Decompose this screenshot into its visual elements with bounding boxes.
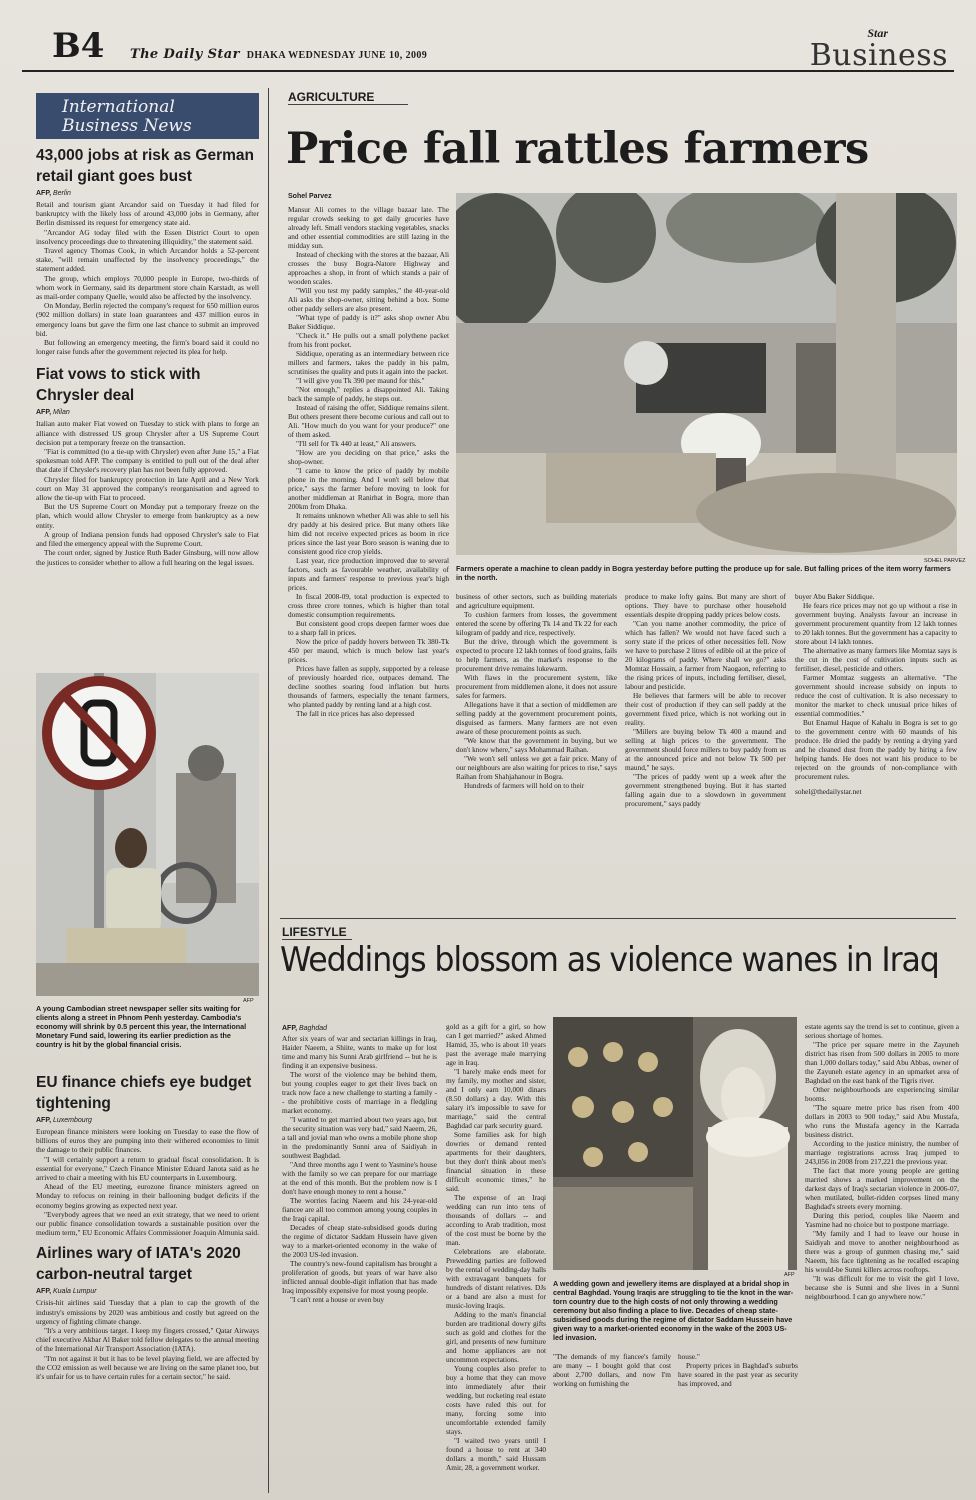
paragraph: "I came to know the price of paddy by mobile phone in the morning. And I won't sell below that price," says the farmer before moving to look for another middleman at Ranirhat in Bogra, more than 200km from Dhaka.: [288, 466, 449, 511]
paragraph: Some families ask for high dowries or demand rented apartments for their daughters, but they don't think about men's financial situation in these difficult economic times," he said.: [446, 1130, 546, 1193]
agency: AFP,: [36, 409, 52, 417]
column-text: [456, 592, 617, 790]
agency: AFP,: [36, 190, 52, 197]
byline: [36, 409, 259, 416]
section-name: Business: [809, 38, 948, 73]
paragraph: "I will certainly support a return to gradual fiscal consolidation. It is essential for everyone," Czech Finance Minister Eduard Janota said as he arrived to chair a meeting with his EU counterparts in Luxembourg.: [36, 1154, 259, 1183]
paragraph: With flaws in the procurement system, like procurement from middlemen alone, it does not assure sales for farmers.: [456, 673, 617, 700]
paragraph: "I wanted to get married about two years ago, but the security situation was very bad," said Naeem, 26, a tall and jovial man who owns a mobile phone shop in the predominantly Sunni area of Saidiyah in southwest Baghdad.: [282, 1115, 437, 1160]
paragraph: Siddique, operating as an intermediary between rice millers and farmers, takes the paddy in his palm, scrutinises the quality and puts it again into the packet.: [288, 349, 449, 376]
paragraph: In fiscal 2008-09, total production is expected to cross three crore tonnes, which is higher than total domestic consumption requirements.: [288, 592, 449, 619]
section-logo: [810, 28, 948, 73]
paragraph: The country's new-found capitalism has brought a proliferation of goods, but years of war have also inflicted annual double-digit inflation that has made Iraq impossibly expensive for most young people.: [282, 1259, 437, 1295]
paragraph: A group of Indiana pension funds had opposed Chrysler's sale to Fiat and filed the emergency appeal with the Supreme Court.: [36, 529, 259, 549]
column-rule-left: [268, 88, 269, 1493]
photo-illustration: [553, 1017, 797, 1270]
paragraph: business of other sectors, such as building materials and agriculture equipment.: [456, 592, 617, 610]
paragraph: "And three months ago I went to Yasmine's house with the family so we can prepare for our marriage at the end of this month. But the problem now is I don't have enough money to rent a house.": [282, 1160, 437, 1196]
paragraph: It remains unknown whether Ali was able to sell his dry paddy at his desired price. But many others like him did not receive expected prices as boom in rice prices since the last year Boro season is waning due to consistent good rice crop yields.: [288, 511, 449, 556]
paragraph: "Not enough," replies a disappointed Ali. Taking back the sample of paddy, he steps out.: [288, 385, 449, 403]
paragraph: Allegations have it that a section of middlemen are selling paddy at the government procurement points, disguised as farmers. Many farmers are not even aware of these procurement points as such.: [456, 700, 617, 736]
photo-caption: A young Cambodian street newspaper seller sits waiting for clients along a street in Phnom Penh yesterday. Cambodia's economy will shrink by 0.5 percent this year, the International Monetary Fund said, lowering its earlier prediction as the country is hit by the global financial crisis.: [36, 1004, 247, 1049]
paragraph: He fears rice prices may not go up without a rise in government buying. Analysts favour an increase in government procurement quantity from 12 lakh tonnes to 20 lakh tonnes. But the government has a capacity to store about 14 lakh tonnes.: [795, 601, 957, 646]
story-body: [36, 200, 259, 356]
lifestyle-photo-credit: AFP: [784, 1272, 795, 1278]
life-column-1: [282, 1034, 437, 1304]
paragraph: "The demands of my fiancee's family are many -- I bought gold that cost about 2,700 dollars, and now I'm working on furnishing the: [553, 1352, 671, 1388]
paragraph: The expense of an Iraqi wedding can run into tens of thousands of dollars -- and according to Arab tradition, most of the cost must be borne by the man.: [446, 1193, 546, 1247]
paragraph: Last year, rice production improved due to several factors, such as favourable weather, availability of inputs and farmers' response to previous year's high prices.: [288, 556, 449, 592]
column-text: [678, 1352, 798, 1388]
paragraph: The court order, signed by Justice Ruth Bader Ginsburg, will now allow the justices to consider whether to allow a full hearing on the legal issues.: [36, 548, 259, 567]
paragraph: But consistent good crops deepen farmer woes due to a sharp fall in prices.: [288, 619, 449, 637]
agri-photo-credit: SOHEL PARVEZ: [924, 558, 966, 564]
paragraph: Young couples also prefer to buy a home that they can move into immediately after their wedding, but rocketing real estate costs have ruled this out for many, forcing some into uncomfortable extended family stays.: [446, 1364, 546, 1436]
page-header: [22, 14, 954, 72]
column-text: [625, 592, 786, 808]
story-body: [36, 419, 259, 566]
photo-credit: AFP: [243, 998, 254, 1004]
paragraph: The worst of the violence may be behind them, but young couples eager to get their lives back on track now face a new challenge to starting a family -- the prohibitive costs of marriage in a fledgling market economy.: [282, 1070, 437, 1115]
left-lower-stories: [36, 1066, 259, 1381]
dateline: Luxembourg: [53, 1117, 92, 1124]
headline: Fiat vows to stick with Chrysler deal: [36, 366, 201, 405]
life-column-3: [553, 1352, 671, 1388]
paragraph: Ahead of the EU meeting, eurozone finance ministers agreed on Monday to refocus on reining in their ballooning budget deficits if the economy begins growing as expected next year.: [36, 1182, 259, 1210]
author-email: sohel@thedailystar.net: [795, 787, 862, 796]
left-column: [36, 93, 259, 567]
headline: Airlines wary of IATA's 2020 carbon-neutral target: [36, 1245, 241, 1284]
story-fiat: [36, 364, 259, 566]
paragraph: Adding to the man's financial burden are traditional dowry gifts such as gold and clothes for the girl, and presents of new furniture and home appliances are not uncommon expectations.: [446, 1310, 546, 1364]
bridal-shop-photo: [553, 1017, 797, 1270]
agri-column-3: [625, 592, 786, 808]
paragraph: Prices have fallen as supply, supported by a release of previously hoarded rice, outpaces demand. The decline soothes soaring food inflation but hurts thousands of farmers, especially the tenant farmers, who planted paddy by renting land at a high cost.: [288, 664, 449, 709]
section-divider: [280, 918, 956, 919]
edition-line: DHAKA WEDNESDAY JUNE 10, 2009: [246, 50, 428, 61]
paragraph: According to the justice ministry, the number of marriage registrations across Iraq jumped to 243,056 in 2008 from 217,221 the previous year.: [805, 1139, 959, 1166]
paragraph: Hundreds of farmers will hold on to their: [464, 781, 585, 790]
agency: AFP,: [282, 1025, 298, 1032]
paragraph: "Can you name another commodity, the price of which has fallen? We would not have faced such a sorry state if the prices of other necessities fell. Now we have to purchase 2 litres of edible oil at the price of 20 kilograms of paddy. Where shall we go?" asks Momtaz Hossain, a farmer from Naogaon, referring to the rising prices of inputs, including fertiliser, diesel, labour and pesticide.: [625, 619, 786, 691]
paragraph: Instead of raising the offer, Siddique remains silent. But others present there become curious and call out to Ali. "How much do you want for your produce?" one of them asked.: [288, 403, 449, 439]
paragraph: Decades of cheap state-subsidised goods during the regime of dictator Saddam Hussein have given way to a market-oriented economy in the wake of the 2003 US-led invasion.: [282, 1223, 437, 1259]
dateline: Baghdad: [299, 1025, 328, 1032]
column-text: [288, 205, 449, 718]
paragraph: "It's a very ambitious target. I keep my fingers crossed," Qatar Airways chief executive Akbar Al Baker told fellow delegates to the annual meeting of the International Air Transport Association (IATA).: [36, 1326, 259, 1354]
paragraph: "I'll sell for Tk 440 at least," Ali answers.: [296, 439, 417, 448]
paragraph: "What type of paddy is it?" asks shop owner Abu Baker Siddique.: [288, 313, 449, 331]
paragraph: "I will give you Tk 390 per maund for this.": [296, 376, 425, 385]
paragraph: On Monday, Berlin rejected the company's request for 650 million euros (902 million dollars) in state loan guarantees and 437 million euros in emergency loans but gave the firm one last chance to submit an improved bid.: [36, 301, 259, 338]
paragraph: "The square metre price has risen from 400 dollars in 2003 to 900 today," said Abu Mustafa, who runs the Mustafa agency in the Karrada business district.: [805, 1103, 959, 1139]
life-column-2: [446, 1022, 546, 1472]
paragraph: "I'm not against it but it has to be level playing field, we are affected by the CO2 emission as well because we are living on the same planet too, but it's unfair for us to have certain rules for a certain sector," he said.: [36, 1353, 259, 1382]
paragraph: "The price per square metre in the Zayuneh district has risen from 500 dollars in 2005 to more than 1,000 dollars today," said Abu Abbas, owner of the Zayuneh estate agency in an upmarket area of Baghdad on the east bank of the Tigris river.: [805, 1040, 959, 1085]
photo-illustration: [456, 193, 957, 555]
byline: [36, 190, 259, 197]
headline: EU finance chiefs eye budget tightening: [36, 1074, 252, 1112]
paragraph: house.": [678, 1352, 700, 1361]
column-text: [446, 1022, 546, 1472]
paragraph: The alternative as many farmers like Momtaz says is the cut in the cost of cultivation inputs such as fertiliser, diesel, pesticide and others.: [795, 646, 957, 673]
lifestyle-photo-caption: A wedding gown and jewellery items are displayed at a bridal shop in central Baghdad. Young Iraqis are struggling to tie the knot in the war-torn country due to the high costs of not only throwing a wedding ceremony but also finding a place to live. Decades of cheap state-subsidised goods during the regime of dictator Saddam Hussein have given way to a market-oriented economy in the wake of the 2003 US-led invasion.: [553, 1279, 794, 1342]
story-body: [36, 1127, 259, 1237]
masthead-line: [130, 47, 427, 62]
dateline: Berlin: [53, 190, 71, 197]
story-eu-finance: [36, 1072, 259, 1237]
paragraph: "Will you test my paddy samples," the 40-year-old Ali asks the shop-owner, sitting behind a box. Some other paddy sellers are also present.: [288, 286, 449, 313]
paragraph: During this period, couples like Naeem and Yasmine had no choice but to postpone marriage.: [805, 1211, 959, 1229]
paragraph: After six years of war and sectarian killings in Iraq, Haider Naeem, a Shiite, wants to make up for lost time and marry his Sunni Arab girlfriend -- but he is finding it an expensive business.: [282, 1034, 437, 1070]
paragraph: "I waited two years until I found a house to rent at 340 dollars a month," said Hussam Amir, 28, a government worker.: [446, 1436, 546, 1472]
column-text: [795, 592, 957, 796]
paragraph: European finance ministers were looking on Tuesday to ease the flow of billions of euros they are pumping into their withered economies to limit the damage to their public finances.: [36, 1127, 259, 1155]
paragraph: Farmer Momtaz suggests an alternative. "The government should increase subsidy on inputs to reduce the cost of cultivation. It is also necessary to monitor the market to check unusual price hikes of essential commodities.": [795, 673, 957, 718]
paragraph: Retail and tourism giant Arcandor said on Tuesday it had filed for bankruptcy with the likely loss of around 43,000 jobs in Germany, after Berlin dismissed its request for emergency state aid.: [36, 200, 259, 228]
paragraph: He believes that farmers will be able to recover their cost of production if they can sell paddy at the government fixed price, which is not working out in reality.: [625, 691, 786, 727]
farmers-photo: [456, 193, 957, 555]
paragraph: produce to make lofty gains. But many are short of options. They have to purchase other household essentials despite dropping paddy prices below costs.: [625, 592, 786, 619]
column-text: [805, 1022, 959, 1301]
section-kicker: AGRICULTURE: [288, 90, 408, 105]
paragraph: To cushion farmers from losses, the government entered the scene by offering Tk 14 and Tk 22 for each kilogram of paddy and rice, respectively.: [456, 610, 617, 637]
story-airlines: [36, 1243, 259, 1381]
byline: [36, 1288, 259, 1295]
agency: AFP,: [36, 1288, 52, 1296]
paragraph: The fact that more young people are getting married shows a marked improvement on the darkest days of Iraq's sectarian violence in 2006-07, when mutilated, bullet-ridden corpses lined many Baghdad's streets every morning.: [805, 1166, 959, 1211]
lifestyle-kicker: LIFESTYLE: [282, 925, 352, 940]
paragraph: "The prices of paddy went up a week after the government strengthened buying. But it has started falling again due to a slowdown in government procurement," says paddy: [625, 772, 786, 808]
lifestyle-headline: Weddings blossom as violence wanes in Iraq: [280, 940, 939, 980]
paragraph: "Millers are buying below Tk 400 a maund and selling at high prices to the government. The government should force millers to buy paddy from us at the announced price and not below Tk 500 per maund," he says.: [625, 727, 786, 772]
agri-column-2: [456, 592, 617, 790]
paragraph: Instead of checking with the stores at the bazaar, Ali crosses the busy Bogra-Natore Highway and approaches a shop, in front of which stands a pair of wooden scales.: [288, 250, 449, 286]
paragraph: "I barely make ends meet for my family, my mother and sister, and I only earn 10,000 dinars (8.50 dollars) a day. With this salary it's impossible to save for marriage," said the central Baghdad car park security guard.: [446, 1067, 546, 1130]
paragraph: estate agents say the trend is set to continue, given a serious shortage of homes.: [805, 1022, 959, 1040]
life-column-5: [805, 1022, 959, 1301]
agri-column-1: [288, 205, 449, 718]
paragraph: "My family and I had to leave our house in Saidiyah and move to another neighbourhood as there was a group of gunmen chasing me," said Naeem, his face tightening as he recalled escaping his would-be Sunni killers across rooftops.: [805, 1229, 959, 1274]
paragraph: "Fiat is committed (to a tie-up with Chrysler) even after June 15," a Fiat spokesman told AFP. The company is entitled to pull out of the deal after that date if Chrysler's recovery plan has not been fully approved.: [36, 447, 259, 475]
life-column-4: [678, 1352, 798, 1388]
column-text: [282, 1034, 437, 1304]
paragraph: Italian auto maker Fiat vowed on Tuesday to stick with plans to forge an alliance with distressed US group Chrysler after a US Supreme Court decision put a temporary freeze on the transaction.: [36, 419, 259, 447]
paragraph: Celebrations are elaborate. Prewedding parties are followed by the rental of wedding-day halls with extravagant banquets for hundreds of distant relatives. DJs or a band are also a must for music-loving Iraqis.: [446, 1247, 546, 1310]
paragraph: The worries facing Naeem and his 24-year-old fiancee are all too common among young couples in the Iraqi capital.: [282, 1196, 437, 1223]
section-banner: International Business News: [36, 93, 259, 139]
dateline: Milan: [53, 409, 70, 417]
agri-headline: Price fall rattles farmers: [286, 124, 869, 174]
paragraph: gold as a gift for a girl, so how can I get married?" asked Ahmed Hamid, 35, who is about 10 years past the average male marrying age in Iraq.: [446, 1022, 546, 1067]
paragraph: The group, which employs 70,000 people in Europe, two-thirds of whom work in Germany, said its department store chain Karstadt, as well as mail-order company Quelle, would also be affected by the insolvency.: [36, 273, 259, 302]
agri-column-4: [795, 592, 957, 796]
paragraph: "We won't sell unless we get a fair price. Many of our neighbours are also waiting for prices to rise," says Raihan from Shahjahanour in Bogra.: [456, 754, 617, 781]
story-body: [36, 1298, 259, 1381]
photo-illustration: [36, 673, 259, 996]
paragraph: Now the price of paddy hovers between Tk 380-Tk 450 per maund, which is much below last year's prices.: [288, 637, 449, 664]
cambodia-photo: [36, 673, 259, 996]
paragraph: Other neighbourhoods are experiencing similar booms.: [805, 1085, 959, 1103]
paragraph: "We know that the government in buying, but we don't know where," says Mohammad Raihan.: [456, 736, 617, 754]
page-number: B4: [52, 26, 105, 66]
paragraph: Mansur Ali comes to the village bazaar late. The regular crowds seeking to get daily groceries have already left. Small vendors stacking vegetables, snacks and other essential commodities are still lazing in the midday sun.: [288, 205, 449, 250]
agri-photo-caption: Farmers operate a machine to clean paddy in Bogra yesterday before putting the produce up for sale. But falling prices of the item worry farmers in the north.: [456, 564, 951, 582]
byline: [36, 1117, 259, 1124]
section-star: Star: [867, 26, 888, 40]
paragraph: Travel agency Thomas Cook, in which Arcandor holds a 52-percent stake, "will remain unaffected by the insolvency proceedings," the statement added.: [36, 246, 259, 274]
paragraph: Chrysler filed for bankruptcy protection in late April and a New York court on May 31 approved the company's reorganisation and agreed to allow the tie-up with Fiat to proceed.: [36, 474, 259, 503]
paragraph: But the US Supreme Court on Monday put a temporary freeze on the plan, which would allow Chrysler to emerge from bankruptcy as a new entity.: [36, 502, 259, 530]
paragraph: "It was difficult for me to visit the girl I love, because she is Sunni and she lives in a Sunni neighbourhood. I can go anywhere now.": [805, 1274, 959, 1301]
story-arcandor: [36, 145, 259, 356]
lifestyle-byline: [282, 1025, 327, 1032]
agency: AFP,: [36, 1117, 52, 1124]
paragraph: "Arcandor AG today filed with the Essen District Court to open insolvency proceedings due to threatening illiquidity," the statement said.: [36, 227, 259, 246]
paragraph: "Everybody agrees that we need an exit strategy, that we need to orient our public finance consolidation towards a sustainable position over the medium term," EU Economic Affairs Commissioner Joaquin Almunia said.: [36, 1209, 259, 1238]
headline: 43,000 jobs at risk as German retail giant goes bust: [36, 147, 254, 185]
paragraph: But the drive, through which the government is expected to procure 12 lakh tonnes of food grains, fails to help farmers, as the market's response to the procurement drive remains lukewarm.: [456, 637, 617, 673]
paper-name: The Daily Star: [130, 47, 240, 62]
paragraph: "How are you deciding on that price," asks the shop-owner.: [288, 448, 449, 466]
paragraph: But Enamul Haque of Kahalu in Bogra is set to go to the government centre with 60 maunds of his produce. He dried the paddy by renting a drying yard and he cleaned dust from the paddy by hiring a few helping hands. He does not want his produce to be rejected on the grounds of non-compliance with procurement rules.: [795, 718, 957, 781]
paragraph: Property prices in Baghdad's suburbs have soared in the past year as security has improved, and: [678, 1361, 798, 1388]
paragraph: But following an emergency meeting, the firm's board said it could no longer raise funds after the government rejected its plea for help.: [36, 338, 259, 357]
paragraph: buyer Abu Baker Siddique.: [795, 592, 875, 601]
column-text: [553, 1352, 671, 1388]
paragraph: "Check it." He pulls out a small polythene packet from his front pocket.: [288, 331, 449, 349]
paragraph: The fall in rice prices has also depressed: [296, 709, 415, 718]
dateline: Kuala Lumpur: [53, 1288, 97, 1296]
agri-byline: Sohel Parvez: [288, 193, 332, 200]
paragraph: Crisis-hit airlines said Tuesday that a plan to cap the growth of the industry's emissions by 2020 was ambitious and costly but agreed on the urgency of fighting climate change.: [36, 1298, 259, 1326]
paragraph: "I can't rent a house or even buy: [290, 1295, 385, 1304]
